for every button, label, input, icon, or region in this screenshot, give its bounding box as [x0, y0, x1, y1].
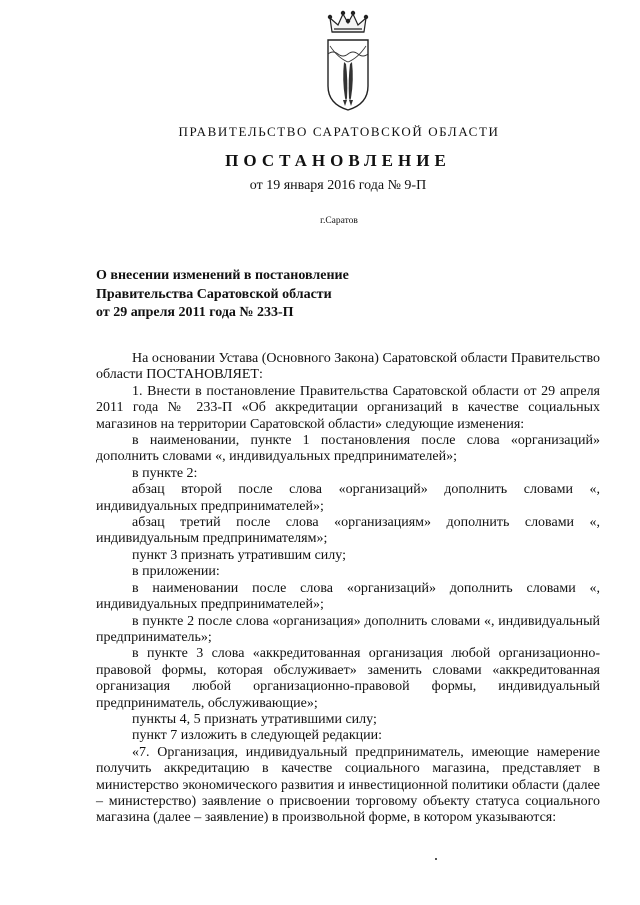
- document-title: [96, 267, 426, 323]
- coat-of-arms-icon: [318, 10, 378, 118]
- document-type: ПОСТАНОВЛЕНИЕ: [225, 151, 451, 170]
- document-body: [96, 351, 600, 827]
- paragraph: в пункте 2 после слова «организация» дополнить словами «, индивидуальный предприниматель»;: [96, 613, 600, 645]
- document-city: г.Саратов: [320, 216, 358, 226]
- paragraph: в приложении:: [132, 564, 220, 580]
- title-line: от 29 апреля 2011 года № 233-П: [96, 305, 294, 320]
- scan-speck: [435, 858, 437, 860]
- paragraph: пункт 3 признать утратившим силу;: [132, 547, 346, 563]
- paragraph: пункты 4, 5 признать утратившими силу;: [132, 711, 377, 727]
- document-date-number: от 19 января 2016 года № 9-П: [249, 178, 427, 193]
- organization-name: ПРАВИТЕЛЬСТВО САРАТОВСКОЙ ОБЛАСТИ: [178, 124, 500, 139]
- paragraph: в пункте 3 слова «аккредитованная организация любой организационно-правовой формы, которая обслуживает» заменить словами «аккредитованная организация любой организационно-правовой формы, индивидуальный предприниматель, обслуживающие»;: [96, 646, 600, 711]
- title-line: О внесении изменений в постановление: [96, 268, 349, 283]
- paragraph: «7. Организация, индивидуальный предприниматель, имеющие намерение получить аккредитацию в качестве социального магазина, представляет в министерство экономического развития и инвестиционной политики области (далее – министерство) заявление о присвоении торговому объекту статуса социального магазина (далее – заявление) в произвольной форме, в котором указываются:: [96, 744, 600, 826]
- paragraph: в наименовании, пункте 1 постановления после слова «организаций» дополнить словами «, индивидуальных предпринимателей»;: [96, 433, 600, 465]
- paragraph: 1. Внести в постановление Правительства Саратовской области от 29 апреля 2011 года № 233-П «Об аккредитации организаций в качестве социальных магазинов на территории Саратовской области» следующие изменения:: [96, 383, 600, 432]
- paragraph: абзац второй после слова «организаций» дополнить словами «, индивидуальных предпринимателей»;: [96, 482, 600, 514]
- paragraph: На основании Устава (Основного Закона) Саратовской области Правительство области ПОСТАНОВЛЯЕТ:: [96, 351, 600, 383]
- title-line: Правительства Саратовской области: [96, 286, 332, 302]
- paragraph: в пункте 2:: [132, 465, 198, 481]
- paragraph: в наименовании после слова «организаций» дополнить словами «, индивидуальных предпринимателей»;: [96, 580, 600, 613]
- paragraph: пункт 7 изложить в следующей редакции:: [132, 728, 382, 744]
- paragraph: абзац третий после слова «организациям» дополнить словами «, индивидуальным предпринимателям»;: [96, 515, 600, 547]
